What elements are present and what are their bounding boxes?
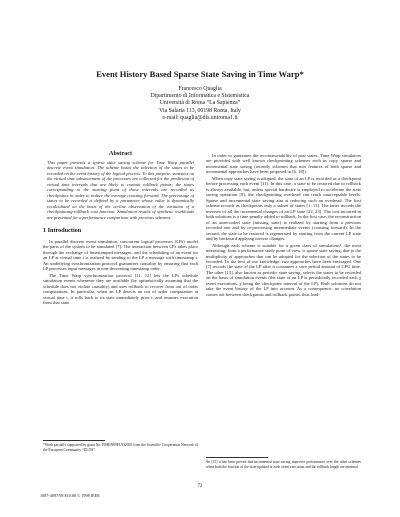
body-paragraph: Although each scheme is suitable for a given class of simulations¹, the most interesting, from a performance study point of view, is sparse state saving, due to the multiplicity of approaches that can be adopted for the selection of the states to be recorded. To the best of our knowledge, two approaches have been envisaged. One [7] records the state of the LP after it consumes a save period amount of CPU time. The other [13], also known as periodic state saving, selects the states to be recorded on the basis of simulation events (the state of an LP is periodically recorded each χ event executions, χ being the checkpoint interval of the LP). Both solutions do not take the event history of the LP into account. As a consequence, no correlation comes out between checkpoints and rollback points, thus lead-: [206, 242, 361, 297]
body-paragraph: In order to guarantee the reconstructability of past states, Time Warp simulators are provided with well known checkpointing schemes such as copy, sparse and incremental state saving (recently schemes that mix features of both sparse and incremental approaches have been proposed in [6, 18]).: [206, 153, 361, 175]
footnote-rule: [43, 440, 105, 441]
affiliation-line: Via Salaria 113, 00198 Roma, Italy: [159, 107, 241, 114]
page-number: 72: [197, 484, 203, 489]
copyright-line: 1087-4097/98 $10.00 © 1998 IEEE: [40, 493, 100, 498]
author-block: [80, 86, 320, 122]
left-column: [43, 150, 198, 307]
body-paragraph: In parallel discrete event simulation, concurrent logical processes (LPs) model the parts of the system to be simulated [7]. The interaction between LPs takes place through the exchange of timestamped messages, and the scheduling of an event for an LP at virtual time t is realized by sending to the LP a message with timestamp t. An underlying synchronization protocol guarantees causality by ensuring that each LP processes input messages in non-decreasing timestamp order.: [43, 238, 198, 272]
footnote-rule: [206, 457, 268, 458]
right-column: [206, 153, 361, 298]
abstract-heading: Abstract: [108, 150, 133, 157]
abstract-text: This paper presents a sparse state saving scheme for Time Warp parallel discrete event simulation. The scheme bases the selection of the states to be recorded on the event history of the logical process. To this purpose, statistics on the virtual time advancement of the processes are collected for the prediction of virtual time intervals that are likely to contain rollback points; the states corresponding to the starting point of those intervals are recorded as checkpoints in order to reduce the average coasting forward. The percentage of states to be recorded is defined by a parameter whose value is dynamically recalculated on the basis of the on-line observation of the variation of a checkpointing-rollback cost function. Simulation results of synthetic workloads are presented for a performance comparison with previous schemes.: [47, 160, 194, 220]
author-email: e-mail: quaglia@dis.uniroma1.it: [162, 114, 238, 121]
footnote-left: *Work partially supported by grant No. ERBIN09PL932003 from the Scientific Cooperation Network of the European Community “DLOS”.: [43, 443, 198, 452]
footnote-right: ¹In [15] it has been proved that incremental state saving improves performance over the other schemes when both the fraction of the state updated at each event execution and the rollback length are minimal.: [206, 460, 361, 469]
body-paragraph: The Time Warp synchronization protocol [11, 12] lets the LPs schedule simulation events whenever they are available (by optimistically assuming that the schedule does not violate causality) and uses rollback to recover from out of order computations. In particular, when an LP detects an out of order computation at virtual time t, it rolls back to its state immediately prior t, and resumes execution from that state.: [43, 272, 198, 306]
affiliation-line: Università di Roma “La Sapienza”: [159, 100, 241, 107]
section-heading: 1 Introduction: [43, 226, 82, 234]
author-name: Francesco Quaglia: [178, 86, 222, 92]
affiliation-line: Dipartimento di Informatica e Sistemistica: [150, 93, 250, 100]
paper-title: Event History Based Sparse State Saving in Time Warp*: [96, 69, 304, 79]
body-paragraph: When copy state saving is adopted, the state of an LP is recorded as a checkpoint before processing each event [11]. In this case, a state to be restored due to rollback is always available, but, unless special hardware is employed to accelerate the state saving operation [9], the checkpointing overhead can reach unacceptable levels. Sparse and incremental state saving aim at reducing such an overhead. The first scheme records as checkpoints only a subset of states [1, 13]. The latter records the inverses of all the incremental changes of an LP state [22, 23]. The cost incurred in both solutions is a time penalty added to rollback. In the first case, the reconstruction of an unrecorded state (missing state) is realized by starting from a previous recorded one and by re-processing intermediate events (coasting forward). In the second, the state to be restored is regenerated by starting from the current LP state and by backward applying inverse changes.: [206, 176, 361, 241]
